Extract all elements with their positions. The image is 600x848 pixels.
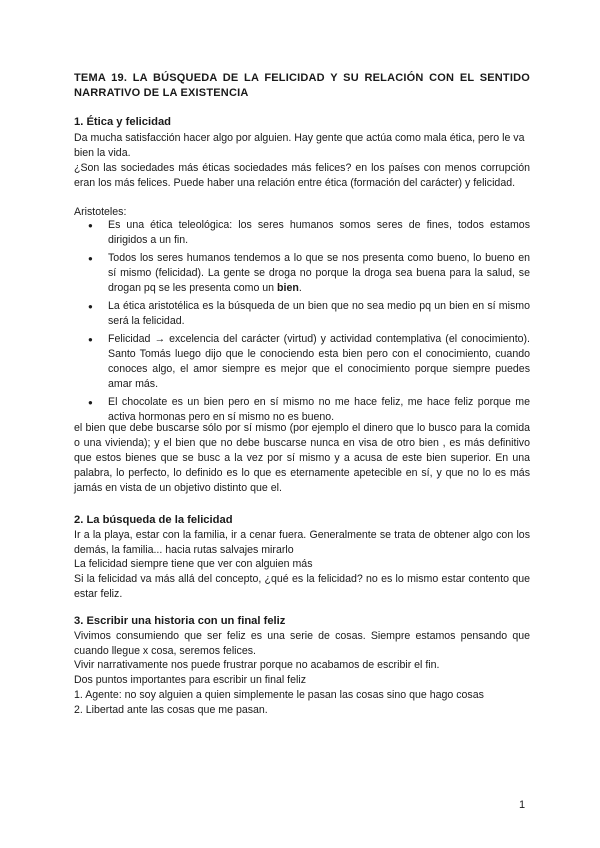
paragraph: Ir a la playa, estar con la familia, ir a cenar fuera. Generalmente se trata de obtener algo con los demás, la familia... hacia rutas salvajes mirarlo bbox=[74, 529, 530, 556]
list-item: ● La ética aristotélica es la búsqueda de un bien que no sea medio pq un bien en sí mismo será la felicidad. bbox=[88, 299, 530, 329]
paragraph: Da mucha satisfacción hacer algo por alguien. Hay gente que actúa como mala ética, pero le va bien la vida. bbox=[74, 132, 525, 159]
paragraph: La felicidad siempre tiene que ver con alguien más bbox=[74, 558, 313, 570]
paragraph: ¿Son las sociedades más éticas sociedades más felices? en los países con menos corrupción eran los más felices. Puede haber una relación entre ética (formación del carácter) y felicidad. bbox=[74, 162, 530, 189]
paragraph: Vivimos consumiendo que ser feliz es una serie de cosas. Siempre estamos pensando que cuando llegue x cosa, seremos felices. bbox=[74, 630, 530, 657]
aristoteles-bullet-list bbox=[88, 218, 530, 428]
numbered-item: 2. Libertad ante las cosas que me pasan. bbox=[74, 704, 268, 716]
section-heading-etica: 1. Ética y felicidad bbox=[74, 116, 172, 128]
page-title: TEMA 19. LA BÚSQUEDA DE LA FELICIDAD Y SU RELACIÓN CON EL SENTIDO NARRATIVO DE LA EXISTENCIA bbox=[74, 72, 530, 99]
section-heading-historia: 3. Escribir una historia con un final feliz bbox=[74, 615, 286, 627]
paragraph: Dos puntos importantes para escribir un final feliz bbox=[74, 674, 306, 686]
page-number: 1 bbox=[519, 799, 526, 811]
aristoteles-label: Aristoteles: bbox=[74, 206, 127, 218]
paragraph: Si la felicidad va más allá del concepto, ¿qué es la felicidad? no es lo mismo estar contento que estar feliz. bbox=[74, 573, 530, 600]
numbered-item: 1. Agente: no soy alguien a quien simplemente le pasan las cosas sino que hago cosas bbox=[74, 689, 484, 701]
list-item: ● El chocolate es un bien pero en sí mismo no me hace feliz, me hace feliz porque me activa hormonas pero en sí mismo no es bueno. bbox=[88, 395, 530, 425]
bold-word: bien bbox=[277, 282, 299, 294]
paragraph: Vivir narrativamente nos puede frustrar porque no acabamos de escribir el fin. bbox=[74, 659, 440, 671]
list-item: ● Todos los seres humanos tendemos a lo que se nos presenta como bueno, lo bueno en sí mismo (felicidad). La gente se droga no porque la droga sea buena para la salud, se drogan pq se les presenta como un bien. bbox=[88, 251, 530, 296]
list-item: ● Es una ética teleológica: los seres humanos somos seres de fines, todos estamos dirigidos a un fin. bbox=[88, 218, 530, 248]
paragraph: el bien que debe buscarse sólo por sí mismo (por ejemplo el dinero que lo busco para la comida o una vivienda); y el bien que no debe buscarse nunca en visa de otro bien , es más definitivo que estos bienes que se busc a la vez por sí mismo y a acusa de este bien superior. En una palabra, lo perfecto, lo definido es lo que es eternamente apetecible en sí, y que no lo es más jamás en vista de un objetivo distinto que el. bbox=[74, 422, 530, 494]
list-item: ● Felicidad → excelencia del carácter (virtud) y actividad contemplativa (el conocimiento). Santo Tomás luego dijo que le conociendo esta bien pero con el conocimiento, cuando conoces algo, el amor siempre es mejor que el conocimiento porque siempre puedes amar más. bbox=[88, 332, 530, 392]
section-heading-busqueda: 2. La búsqueda de la felicidad bbox=[74, 514, 233, 526]
